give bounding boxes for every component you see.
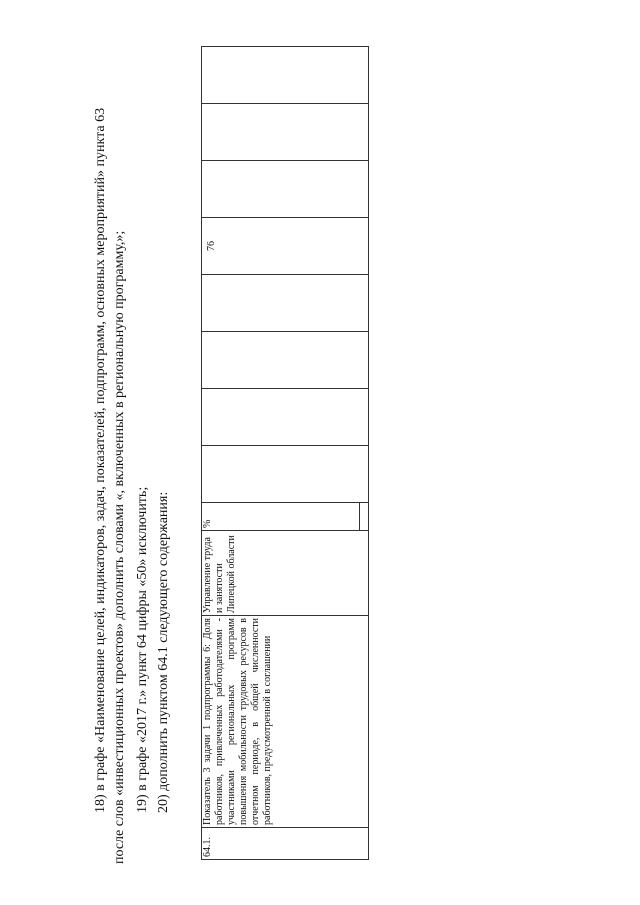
- paragraph-18-line-1: 18) в графе «Наименование целей, индикаторов, задач, показателей, подпрограмм, основных мероприятий» пункта 63: [93, 107, 108, 813]
- row-number-cell: 64.1.: [202, 828, 369, 860]
- value-cell-2: [202, 389, 369, 446]
- value-cell-1: [202, 446, 369, 503]
- paragraph-19: 19) в графе «2017 г.» пункт 64 цифры «50» исключить;: [135, 486, 150, 813]
- responsible-text: Управление труда и занятости Липецкой области: [202, 535, 237, 613]
- unit-text: %: [202, 519, 213, 528]
- unit-cell: [202, 503, 360, 531]
- value-cell-8: [202, 47, 369, 104]
- paragraph-20: 20) дополнить пунктом 64.1 следующего содержания:: [156, 491, 171, 813]
- indicator-name-cell: Показатель 3 задачи 1 подпрограммы 6: Доля работников, привлеченных работодателями - участниками региональных программ повышения мобильности трудовых ресурсов в отчетном периоде, в общей численности работников, предусмотренной в соглашении: [202, 616, 369, 828]
- value-cell-3: [202, 332, 369, 389]
- paragraph-18-line-2: после слов «инвестиционных проектов» дополнить словами «, включенных в региональную программу,»;: [112, 230, 127, 864]
- table-row: [202, 47, 360, 860]
- value-cell-6: [202, 161, 369, 218]
- value-cell-5: 76: [202, 218, 369, 275]
- value-cell-7: [202, 104, 369, 161]
- indicator-table: [201, 46, 369, 860]
- unit-subcell: [360, 503, 369, 531]
- value-cell-4: [202, 275, 369, 332]
- responsible-cell: [202, 531, 369, 616]
